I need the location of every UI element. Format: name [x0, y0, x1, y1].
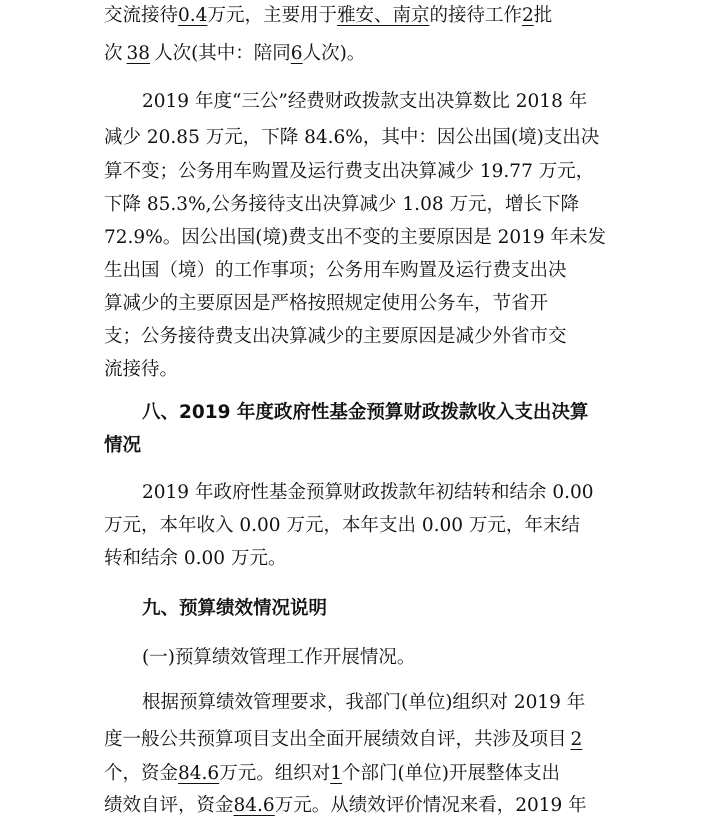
text-run: 人次)。 — [302, 43, 366, 64]
count-underlined: 2 — [570, 729, 583, 750]
text-run: 人次(其中：陪同 — [154, 43, 291, 64]
text-run: 交流接待 — [104, 5, 179, 26]
paragraph-line: 转和结余 0.00 万元。 — [104, 548, 287, 569]
count-underlined: 38 — [126, 43, 151, 64]
amount-underlined: 84.6 — [233, 795, 275, 816]
place-underlined: 雅安、南京 — [336, 5, 430, 26]
text-run: 万元，主要用于 — [207, 5, 337, 26]
paragraph-line — [104, 762, 560, 786]
text-run: 次 — [104, 43, 123, 64]
count-underlined: 1 — [330, 763, 343, 784]
paragraph-line: 算不变；公务用车购置及运行费支出决算减少 19.77 万元， — [104, 161, 595, 182]
count-underlined: 2 — [521, 5, 534, 26]
sub-heading: (一)预算绩效管理工作开展情况。 — [142, 647, 416, 668]
text-run: 个部门(单位)开展整体支出 — [342, 763, 560, 784]
paragraph-line — [104, 794, 587, 818]
section-heading: 情况 — [104, 435, 142, 456]
text-run: 批 — [533, 5, 553, 26]
text-run: 万元。组织对 — [219, 763, 331, 784]
text-run: 的接待工作 — [429, 5, 522, 26]
paragraph-line: 2019 年度“三公”经费财政拨款支出决算数比 2018 年 — [142, 91, 588, 112]
paragraph-line: 减少 20.85 万元，下降 84.6%，其中：因公出国(境)支出决 — [104, 127, 600, 148]
amount-underlined: 0.4 — [178, 5, 208, 26]
text-run: 万元。从绩效评价情况来看，2019 年 — [274, 795, 587, 816]
paragraph-line: 生出国（境）的工作事项；公务用车购置及运行费支出决 — [104, 260, 567, 281]
text-run: 绩效自评，资金 — [104, 795, 234, 816]
paragraph-line: 72.9%。因公出国(境)费支出不变的主要原因是 2019 年未发 — [104, 227, 607, 248]
paragraph-line: 算减少的主要原因是严格按照规定使用公务车，节省开 — [104, 293, 549, 314]
paragraph-line: 支；公务接待费支出决算减少的主要原因是减少外省市交 — [104, 326, 567, 347]
section-heading: 八、2019 年度政府性基金预算财政拨款收入支出决算 — [142, 402, 589, 423]
paragraph-line: 2019 年政府性基金预算财政拨款年初结转和结余 0.00 — [142, 482, 594, 503]
text-run: 个，资金 — [104, 763, 179, 784]
paragraph-line: 根据预算绩效管理要求，我部门(单位)组织对 2019 年 — [142, 692, 586, 713]
paragraph-line — [104, 728, 582, 752]
paragraph-line: 下降 85.3%,公务接待支出决算减少 1.08 万元，增长下降 — [104, 194, 579, 215]
paragraph-line: 万元，本年收入 0.00 万元，本年支出 0.00 万元，年末结 — [104, 515, 580, 536]
amount-underlined: 84.6 — [178, 763, 220, 784]
paragraph-line: 流接待。 — [104, 359, 179, 380]
text-run: 度一般公共预算项目支出全面开展绩效自评，共涉及项目 — [104, 729, 567, 750]
section-heading: 九、预算绩效情况说明 — [142, 598, 328, 619]
text-line — [104, 4, 552, 28]
count-underlined: 6 — [290, 43, 303, 64]
text-line — [104, 42, 365, 66]
